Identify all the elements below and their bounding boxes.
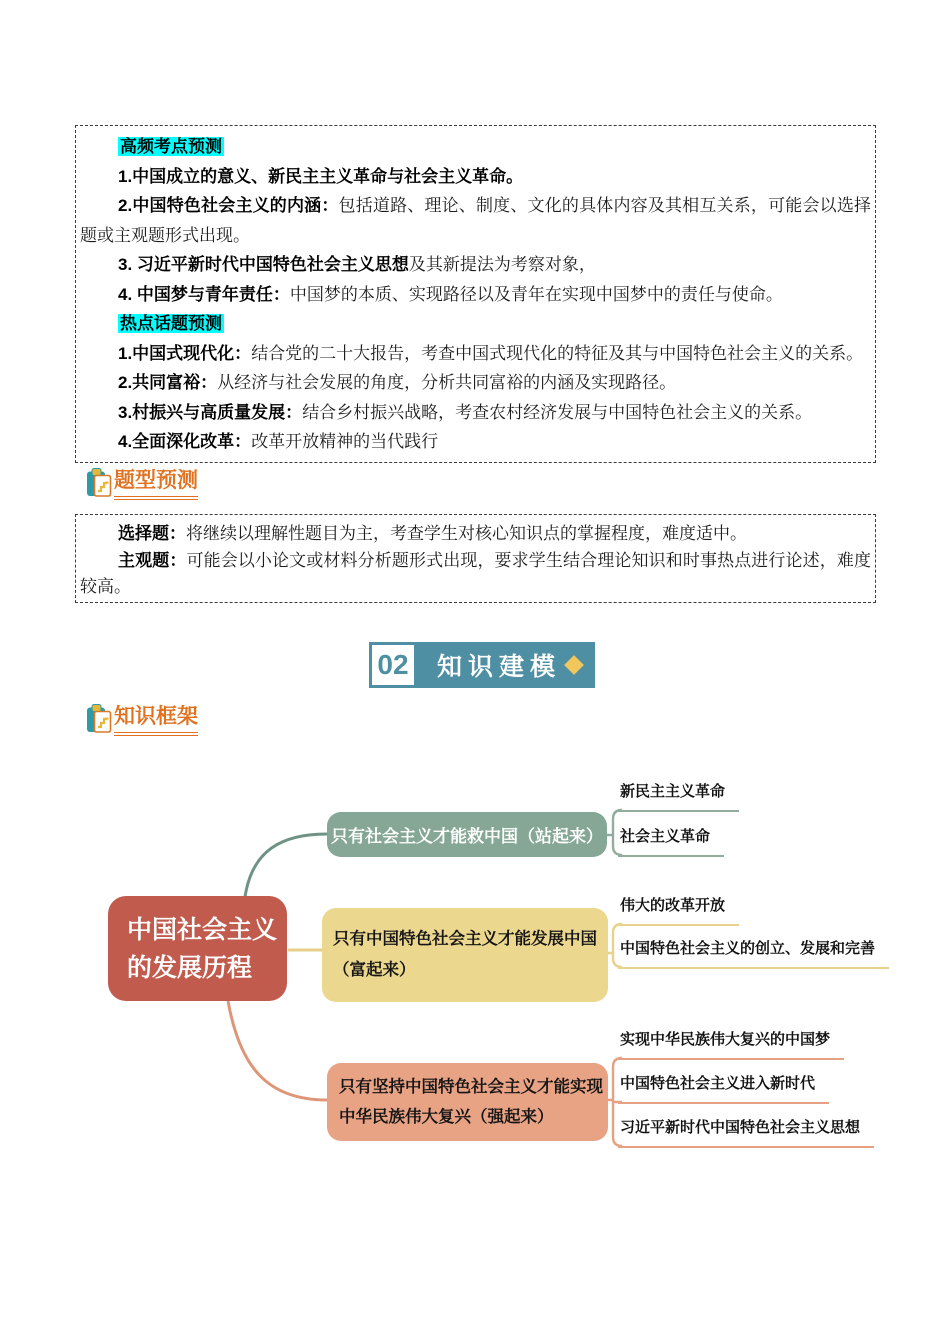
framework-title: 知识框架 [114,704,198,736]
forecast-item: 3. 习近平新时代中国特色社会主义思想及其新提法为考察对象， [118,255,596,274]
mindmap-leaf: 伟大的改革开放 [618,892,739,926]
highlight-text: 热点话题预测 [120,314,222,333]
forecast-item: 2.共同富裕：从经济与社会发展的角度，分析共同富裕的内涵及实现路径。 [118,373,677,392]
mindmap-branch-stand-up: 只有社会主义才能救中国（站起来） [327,812,607,857]
mindmap-leaf: 实现中华民族伟大复兴的中国梦 [618,1026,844,1060]
forecast-item: 4.全面深化改革：改革开放精神的当代践行 [118,432,439,451]
mindmap-branch-get-rich: 只有中国特色社会主义才能发展中国 （富起来） [322,908,608,1002]
qtype-item: 选择题：将继续以理解性题目为主，考查学生对核心知识点的掌握程度，难度适中。 [118,524,747,543]
qtype-item: 主观题：可能会以小论文或材料分析题形式出现，要求学生结合理论知识和时事热点进行论述，难度较高。 [80,550,872,596]
mindmap-leaf: 新民主主义革命 [618,778,739,812]
section-title: 知识建模 [437,653,562,681]
forecast-item: 2.中国特色社会主义的内涵：包括道路、理论、制度、文化的具体内容及其相互关系，可能会以选择题或主观题形式出现。 [80,196,871,245]
mindmap-leaf: 中国特色社会主义的创立、发展和完善 [618,935,889,969]
forecast-item: 1.中国成立的意义、新民主主义革命与社会主义革命。 [118,166,524,186]
mindmap-branch-get-strong: 只有坚持中国特色社会主义才能实现 中华民族伟大复兴（强起来） [327,1063,608,1141]
forecast-item: 1.中国式现代化：结合党的二十大报告，考查中国式现代化的特征及其与中国特色社会主义的关系。 [118,343,864,363]
section-number-badge: 02 [369,642,417,688]
mindmap-root-node: 中国社会主义 的发展历程 [108,896,287,1001]
forecast-item: 3.村振兴与高质量发展：结合乡村振兴战略，考查农村经济发展与中国特色社会主义的关系。 [118,402,813,422]
mindmap-leaf: 社会主义革命 [618,823,724,857]
mindmap-leaf: 习近平新时代中国特色社会主义思想 [618,1114,874,1148]
question-type-title: 题型预测 [114,468,198,500]
highlight-text: 高频考点预测 [120,137,222,156]
mindmap-leaf: 中国特色社会主义进入新时代 [618,1070,829,1104]
forecast-item: 4. 中国梦与青年责任：中国梦的本质、实现路径以及青年在实现中国梦中的责任与使命。 [118,284,783,304]
